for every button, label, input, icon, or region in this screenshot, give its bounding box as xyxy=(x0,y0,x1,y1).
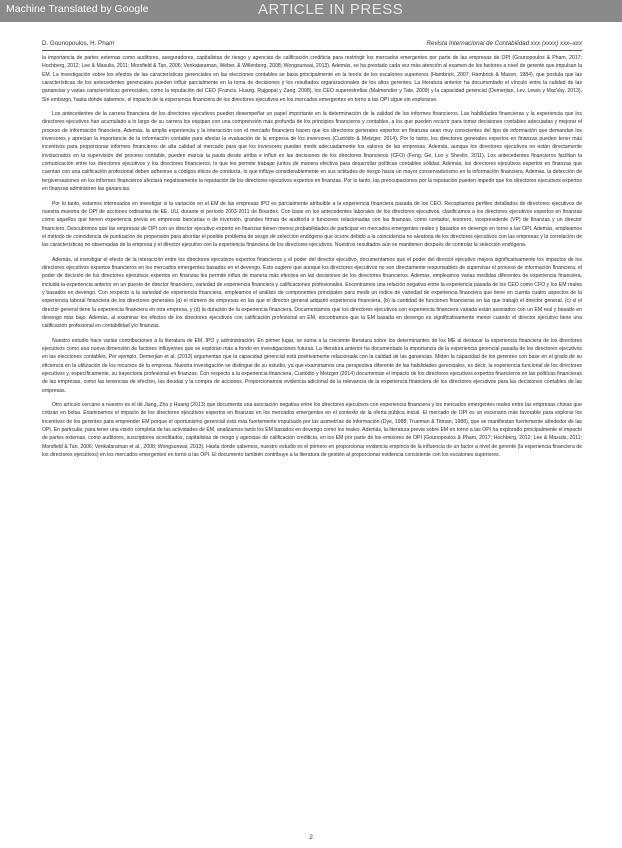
running-header-authors: D. Gounopoulos, H. Pham xyxy=(42,40,115,47)
article-in-press-watermark: ARTICLE IN PRESS xyxy=(258,1,404,18)
body-text xyxy=(42,54,582,834)
paragraph-4: Además, al investigar el efecto de la interacción entre los directores ejecutivos expertos financieros y el poder del director ejecutivo, documentamos que el poder del director ejecutivo mejora significativamente los impactos de los directores ejecutivos expertos financieros en los mercados emergentes basados en el devengo. Esto sugiere que aunque los directores ejecutivos no son directamente responsables de supervisar el proceso de información financiera, el poder de decisión de los directores ejecutivos expertos en finanzas les permite influir de manera más efectiva en las decisiones de los directores financieros. Además, empleamos varias medidas diferentes de experiencia financiera, incluida la experiencia anterior en un puesto de director financiero, variedad de experiencia financiera y calificaciones profesionales. Encontramos una relación negativa entre la experiencia pasada de los CEO como CFO y los EM reales y basados en devengo. Con respecto a la variedad de experiencia financiera, empleamos el análisis de componentes principales para medir un índice de variedad de experiencia financiera que tiene en cuenta cuatro aspectos de la experiencia laboral financiera de los directores generales (a) el número de empresas en las que el director general adquirió experiencia financiera, (b) la cantidad de funciones financieras en las que trabajó el director general, (c) si el director general tiene la experiencia financiera en otra empresa, y (d) la duración de la experiencia financiera. Documentamos que los directores ejecutivos con experiencia financiera variada están asociados con un EM real y basado en devengo más bajo. Además, al examinar los efectos de los directores ejecutivos con calificación profesional en EM, encontramos que la EM basada en devengo es significativamente menor cuando el director ejecutivo tiene una calificación profesional en contabilidad y/o finanzas. xyxy=(42,256,582,330)
paragraph-2: Los antecedentes de la carrera financiera de los directores ejecutivos pueden desempeñar un papel importante en la determinación de la calidad de los informes financieros. Las habilidades financieras y la experiencia que los directores ejecutivos han acumulado a lo largo de su carrera los equipan con una comprensión más profunda de los principios financieros y contables, a los que pueden recurrir para tomar decisiones contables adecuadas y mejorar el proceso de información financiera. Además, la amplia experiencia y la interacción con el mercado financiero hacen que los directores generales expertos en finanzas sean muy conscientes del tipo de información que demandan los inversores y aprecian la importancia de la información contable para afectar la evaluación de la empresa de los inversores (Custódio & Metzger, 2014). Por lo tanto, los directores generales expertos en finanzas pueden tener más incentivos para proporcionar informes financieros de alta calidad al mercado para que los inversores puedan medir adecuadamente los valores de las empresas. Además, aunque los directores ejecutivos no están directamente involucrados en la supervisión del proceso contable, pueden marcar la pauta desde arriba e influir en las decisiones de los directores financieros (CFO) (Feng, Ge, Luo y Shevlin, 2011). Los antecedentes financieros facilitan la comunicación entre los directores ejecutivos y los directores financieros, lo que les permite trabajar juntos de manera efectiva para desarrollar políticas contables sólidas. Además, los directores ejecutivos expertos en finanzas que cuentan con una calificación profesional deben adherirse a códigos éticos de conducta, lo que influye considerablemente en sus actitudes de riesgo hacia un mayor conservadurismo en la información financiera. Además, la detección de tergiversaciones en los informes financieros afectará negativamente la reputación de los directores ejecutivos expertos en finanzas. Por lo tanto, las preocupaciones por la reputación pueden impedir que los directores ejecutivos expertos en finanzas administren las ganancias. xyxy=(42,111,582,193)
running-header-journal: Revista Internacional de Contabilidad xxx (xxxx) xxx–xxx xyxy=(426,40,582,47)
machine-translated-badge: Machine Translated by Google xyxy=(6,3,149,15)
paragraph-1: la importancia de partes externas como auditores, aseguradores, capitalistas de riesgo y agencias de calificación crediticia para restringir los mercados emergentes por parte de las empresas de OPI (Gounopoulos & Pham, 2017; Hochberg, 2012; Lee & Masulis, 2011; Morsfield & Tan, 2006; Venkataraman, Weber, & Willenborg, 2008; Wongsunwai, 2013). Además, se ha prestado cada vez más atención al examen de los factores a nivel de gerente que impulsan la EM. La investigación sobre los efectos de las características gerenciales en las elecciones contables se basa principalmente en la teoría de los escalones superiores (Hambrick, 2007; Hambrick & Mason, 1984), que postula que las características de los antecedentes gerenciales pueden influir parcialmente en la toma de decisiones y los resultados organizacionales de los altos gerentes. La literatura anterior ha documentado el vínculo entre la calidad de las ganancias y varias características gerenciales, como la reputación del CEO (Francis, Huang, Rajgopal y Zang, 2008), los CEO superestrellas (Malmendier y Tate, 2009) y la capacidad gerencial (Demerjian, Lev, Lewis y MacVay, 2013). Sin embargo, hasta donde sabemos, el impacto de la experiencia financiera de los directores ejecutivos en los mercados emergentes en torno a las OPI sigue sin explorarse. xyxy=(42,55,582,103)
paragraph-5: Nuestro estudio hace varias contribuciones a la literatura de EM, IPO y administración. En primer lugar, se suma a la creciente literatura sobre los determinantes de los ME al destacar la experiencia financiera de los directores ejecutivos como una nueva dimensión de factores influyentes que se exploran más a fondo en investigaciones futuras. La literatura anterior ha documentado la importancia de la experiencia gerencial pasada de los directores ejecutivos en las elecciones contables. Por ejemplo, Demerjian et al. (2013) argumentan que la capacidad gerencial está positivamente relacionada con la calidad de las ganancias. Miden la capacidad de los gerentes con base en el grado de su eficiencia en la utilización de los recursos de la empresa. Nuestra investigación se distingue de su estudio, ya que examinamos una perspectiva diferente de las habilidades gerenciales, es decir, la experiencia funcional de los directores ejecutivos y, específicamente, su trayectoria profesional en finanzas. Con respecto a la experiencia financiera, Custódio y Metzger (2014) documentan el impacto de los directores ejecutivos expertos financieros en las políticas financieras de las empresas, como las tenencias de efectivo, las deudas y la compra de acciones. Proporcionamos evidencia adicional de la relevancia de la experiencia financiera de los directores ejecutivos para las decisiones contables de las empresas. xyxy=(42,337,582,394)
page-number: 2 xyxy=(309,834,313,841)
paragraph-6: Otro artículo cercano a nuestro es el de Jiang, Zhu y Huang (2013) que documenta una asociación negativa entre los directores ejecutivos con experiencia financiera y los mercados emergentes reales entre las empresas chinas que cotizan en bolsa. Examinamos el impacto de los directores ejecutivos expertos en finanzas en los mercados emergentes en el contexto de la oferta pública inicial. El mercado de OPI es un escenario más favorable para explorar los incentivos de los gerentes para emprender EM porque el oportunismo gerencial está más fuertemente impulsado por las asimetrías de información (Dye, 1988; Trueman & Titman, 1988), que se manifiestan fuertemente alrededor de las OPI. En particular, para tener una visión completa de las actividades de EM, analizamos tanto los EM basados en devengo como los reales. Además, la literatura previa sobre EM en torno a las OPI ha explorado principalmente el impacto de partes externas, como auditores, suscriptores acreditados, capitalistas de riesgo y agencias de calificación crediticia, en los EM por parte de los emisores de OPI (Gounopoulos & Pham, 2017; Hochberg, 2012; Lee & Masulis, 2011; Morsfield & Tan, 2006; Venkataraman et al., 2008; Wongsunwai, 2013). Hasta donde sabemos, nuestro estudio es el primero en proporcionar evidencia empírica de la influencia de un factor a nivel de gerente (la experiencia financiera de los directores ejecutivos) en los mercados emergentes en torno a las OPI. El documento también contribuye a la literatura de gestión al proporcionar evidencia consistente con los escalones superiores. xyxy=(42,402,582,459)
top-banner xyxy=(0,0,622,22)
paragraph-3: Por lo tanto, estamos interesados en investigar si la variación en el EM de las empresas IPO es parcialmente atribuible a la experiencia financiera pasada de los CEO. Recopilamos perfiles detallados de directores ejecutivos de nuestra muestra de OPI de acciones ordinarias de EE. UU. durante el período 2003-2011 de Boardex. Con base en los antecedentes laborales de los directores ejecutivos, clasificamos a los directores ejecutivos expertos en finanzas como aquellos que tienen experiencia previa en empresas bancarias o de inversión, grandes firmas de auditoría o funciones relacionadas con las finanzas, como contador, tesorero, vicepresidente (VP) de finanzas y un director financiero. Descubrimos que las empresas de OPI con un director ejecutivo experto en finanzas tienen menos probabilidades de participar en mercados emergentes reales y basados en devengo en torno a las OPI. Además, empleamos el método de coincidencia de puntuación de propensión para abordar el posible problema de sesgo de selección endógeno que ocurre debido a la coincidencia no aleatoria de los directores ejecutivos con las empresas y la correlación de las características no observadas de la empresa y el director ejecutivo con la experiencia financiera de los directores ejecutivos. Nuestros resultados aún se mantienen después de controlar la selección endógena. xyxy=(42,200,582,249)
header-rule xyxy=(42,50,582,51)
